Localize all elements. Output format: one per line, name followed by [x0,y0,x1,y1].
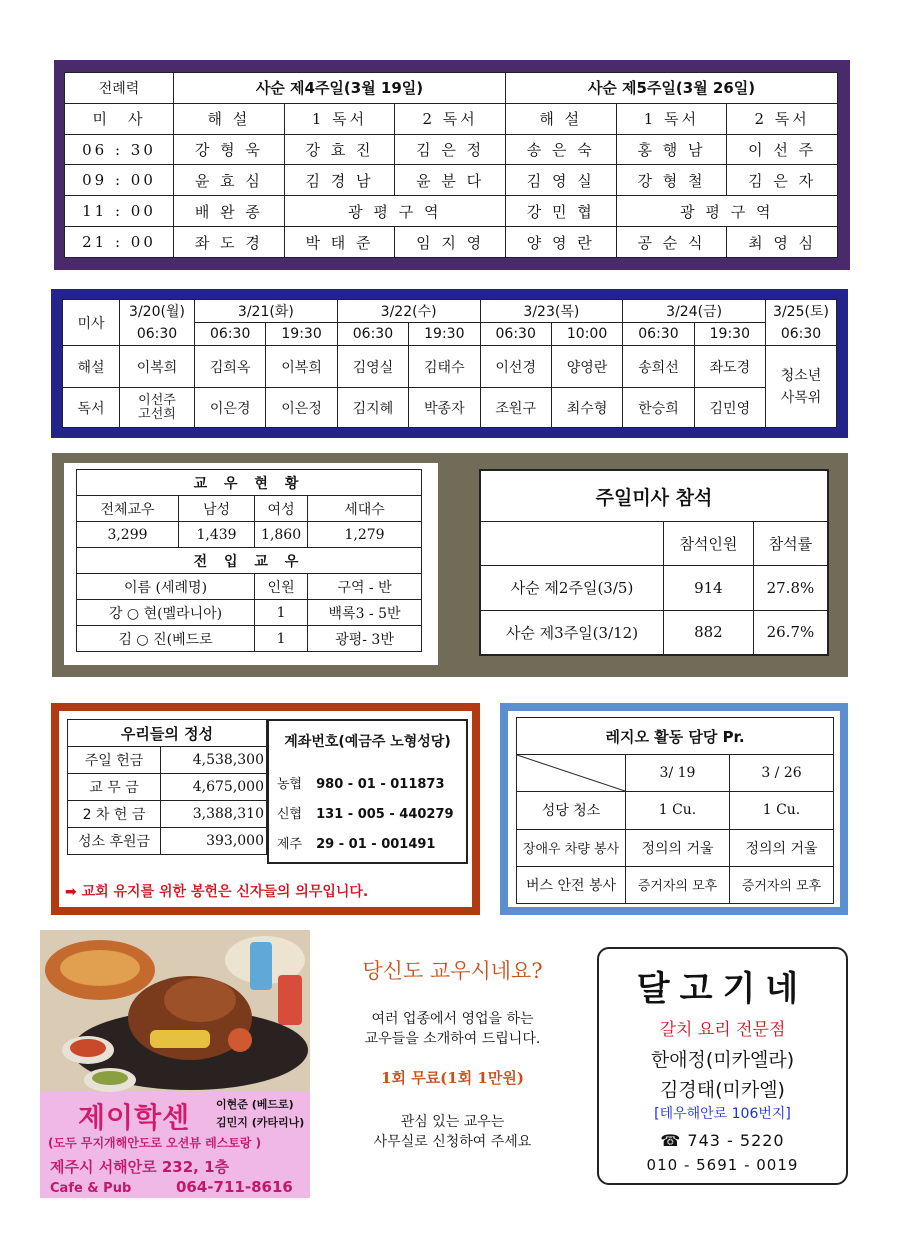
cell: 1,279 [308,522,422,548]
cell: 3,299 [77,522,179,548]
day-header: 3/25(토) [766,300,837,323]
col-header: 참석인원 [664,522,754,566]
cell: 사순 제3주일(3/12) [481,610,664,654]
table-row [481,610,828,654]
fish-restaurant-ad [597,947,848,1185]
cell: 1,439 [179,522,255,548]
cell: 좌 도 경 [174,227,285,258]
task-cell: 장애우 차량 봉사 [517,829,626,866]
cell: 3,388,310 [161,801,267,828]
cell: 박종자 [409,388,480,428]
cell: 증거자의 모후 [626,866,730,903]
task-cell: 버스 안전 봉사 [517,866,626,903]
cell: 윤 효 심 [174,165,285,196]
reading-label: 독서 [63,388,120,428]
account-number: 131 - 005 - 440279 [316,807,454,822]
cell: 강 형 철 [616,165,727,196]
table-row [68,747,267,774]
name: 이선주 [138,392,176,408]
diagonal-cell [517,755,626,792]
cell: 이선경 [480,346,551,388]
cell: 성소 후원금 [68,828,161,855]
cell: 김민영 [694,388,765,428]
table-row [77,626,422,652]
shop-mobile: 010 - 5691 - 0019 [646,1156,799,1174]
owner-name: 김민지 (카타리나) [216,1116,305,1129]
owner-name: 이현준 (베드로) [216,1098,294,1111]
food-photo [40,930,310,1092]
sunday-roster-section [54,60,850,270]
cell: 강 형 욱 [174,134,285,165]
role-reading2: 2 독서 [395,103,506,134]
cell: 393,000 [161,828,267,855]
table-row [65,134,838,165]
cell: 조원구 [480,388,551,428]
promo-line: 관심 있는 교우는 [400,1114,505,1130]
cell: 김희옥 [195,346,266,388]
cell: 1 Cu. [626,792,730,829]
col-header: 참석률 [753,522,827,566]
cell: 좌도경 [694,346,765,388]
col-header: 남성 [179,496,255,522]
cell: 교 무 금 [68,774,161,801]
table-row [65,227,838,258]
cell: 이은경 [195,388,266,428]
restaurant-type: Cafe & Pub [50,1181,132,1196]
mass-time: 21 : 00 [65,227,174,258]
cell: 강 ○ 현(멜라니아) [77,600,255,626]
cell: 송 은 숙 [505,134,616,165]
day-header: 3/22(수) [337,300,480,323]
cell: 1 [255,626,308,652]
cell: 사순 제2주일(3/5) [481,566,664,610]
cell: 홍 행 남 [616,134,727,165]
cell: 이복희 [266,346,337,388]
owner-name: 김경태(미카엘) [660,1079,785,1101]
offering-table [67,719,267,855]
sunday-roster-table [64,72,838,258]
new-members-title: 전 입 교 우 [77,548,422,574]
parishioner-table [76,469,422,652]
cell: 김 경 남 [284,165,395,196]
bank-name: 제주 [277,837,303,852]
table-row [77,600,422,626]
time-cell: 19:30 [694,323,765,346]
day-header: 3/21(화) [195,300,338,323]
cell: 박 태 준 [284,227,395,258]
mass-label: 미 사 [65,103,174,134]
liturgical-calendar-label: 전례력 [65,73,174,104]
cell: 광 평 구 역 [616,196,837,227]
col-header: 세대수 [308,496,422,522]
offering-panel [59,711,472,907]
cell: 송희선 [623,346,694,388]
table-row [65,196,838,227]
cell: 광평- 3반 [308,626,422,652]
parishioner-status-panel [64,463,438,665]
cell: 양 영 란 [505,227,616,258]
cell: 양영란 [551,346,622,388]
account-row [277,833,435,852]
cell: 윤 분 다 [395,165,506,196]
cell: 광 평 구 역 [284,196,505,227]
time-cell: 06:30 [337,323,408,346]
cell: 4,675,000 [161,774,267,801]
table-row [68,801,267,828]
restaurant-tagline: (도두 무지개해안도로 오션뷰 레스토랑 ) [48,1136,262,1150]
table-row [517,866,834,903]
shop-phone: ☎ 743 - 5220 [660,1131,785,1150]
promo-notice [320,955,585,1185]
restaurant-name: 제이학센 [78,1101,191,1134]
cell: 882 [664,610,754,654]
role-reading1: 1 독서 [284,103,395,134]
cell: 정의의 거울 [730,829,834,866]
promo-price: 1회 무료(1회 1만원) [381,1069,524,1087]
task-cell: 성당 청소 [517,792,626,829]
double-cell [120,388,195,428]
mass-label: 미사 [63,300,120,346]
attendance-table [480,470,828,655]
cell: 914 [664,566,754,610]
weekday-roster-table [62,299,837,428]
account-number: 29 - 01 - 001491 [316,837,436,852]
role-reading2: 2 독서 [727,103,838,134]
table-row [68,774,267,801]
attendance-title: 주일미사 참석 [481,471,828,522]
legio-panel [508,711,840,907]
cell: 2 차 헌 금 [68,801,161,828]
shop-specialty: 갈치 요리 전문점 [659,1020,786,1040]
attendance-panel [479,469,829,656]
promo-heading: 당신도 교우시네요? [362,959,543,983]
bank-name: 농협 [277,777,303,792]
week4-header: 사순 제4주일(3월 19일) [174,73,506,104]
shop-name: 달고기네 [636,969,809,1009]
cell: 김 은 자 [727,165,838,196]
table-row [517,792,834,829]
account-row [277,773,445,792]
cell: 김 은 정 [395,134,506,165]
cell: 1 [255,600,308,626]
date-header: 3 / 26 [730,755,834,792]
col-header: 구역 - 반 [308,574,422,600]
table-row [517,829,834,866]
cell: 김 영 실 [505,165,616,196]
table-row [481,566,828,610]
cell: 김영실 [337,346,408,388]
name: 고선희 [138,406,176,422]
cell: 이 선 주 [727,134,838,165]
time-cell: 19:30 [266,323,337,346]
cell: 정의의 거울 [626,829,730,866]
legio-table [516,717,834,904]
bank-account-box [267,719,468,864]
cell: 1 Cu. [730,792,834,829]
blank-header [481,522,664,566]
table-row [65,165,838,196]
owner-name: 한애정(미카엘라) [650,1049,795,1071]
cell: 김태수 [409,346,480,388]
cell: 최 영 심 [727,227,838,258]
cell: 최수형 [551,388,622,428]
table-row [68,828,267,855]
role-commentary: 해 설 [505,103,616,134]
cell: 증거자의 모후 [730,866,834,903]
restaurant-address: 제주시 서해안로 232, 1층 [50,1158,230,1176]
saturday-cell [766,346,837,428]
time-cell: 06:30 [766,323,837,346]
day-header: 3/23(목) [480,300,623,323]
time-cell: 06:30 [120,323,195,346]
promo-line: 교우들을 소개하여 드립니다. [364,1031,541,1047]
cell: 주일 헌금 [68,747,161,774]
mass-time: 09 : 00 [65,165,174,196]
cell: 김지혜 [337,388,408,428]
time-cell: 06:30 [480,323,551,346]
cell: 공 순 식 [616,227,727,258]
promo-line: 여러 업종에서 영업을 하는 [371,1011,534,1027]
role-reading1: 1 독서 [616,103,727,134]
offering-title: 우리들의 정성 [68,720,267,747]
cell: 배 완 종 [174,196,285,227]
cell: 임 지 영 [395,227,506,258]
cell: 1,860 [255,522,308,548]
saturday-line: 청소년 [780,367,822,384]
week5-header: 사순 제5주일(3월 26일) [505,73,837,104]
cell: 26.7% [753,610,827,654]
cell: 백록3 - 5반 [308,600,422,626]
day-header: 3/24(금) [623,300,766,323]
saturday-line: 사목위 [780,389,822,406]
cell: 이복희 [120,346,195,388]
weekday-roster-section [51,289,848,438]
day-header: 3/20(월) [120,300,195,323]
account-row [277,803,454,822]
legio-section [500,703,848,915]
offering-section [51,703,480,915]
stats-section [52,453,848,677]
parishioner-title: 교 우 현 황 [77,470,422,496]
col-header: 인원 [255,574,308,600]
time-cell: 06:30 [195,323,266,346]
mass-time: 11 : 00 [65,196,174,227]
shop-address: [테우해안로 106번지] [654,1106,791,1122]
cell: 강 효 진 [284,134,395,165]
mass-time: 06 : 30 [65,134,174,165]
cell: 한승희 [623,388,694,428]
account-title: 계좌번호(예금주 노형성당) [284,734,451,750]
diagonal-line [517,755,625,791]
role-commentary: 해 설 [174,103,285,134]
time-cell: 10:00 [551,323,622,346]
cell: 강 민 협 [505,196,616,227]
date-header: 3/ 19 [626,755,730,792]
restaurant-info [40,1092,310,1198]
offering-note: ➡ 교회 유지를 위한 봉헌은 신자들의 의무입니다. [65,884,369,900]
legio-title: 레지오 활동 담당 Pr. [517,718,834,755]
col-header: 이름 (세례명) [77,574,255,600]
col-header: 여성 [255,496,308,522]
account-number: 980 - 01 - 011873 [316,777,445,792]
bank-name: 신협 [277,807,303,822]
restaurant-ad [40,930,310,1198]
col-header: 전체교우 [77,496,179,522]
cell: 27.8% [753,566,827,610]
cell: 이은정 [266,388,337,428]
cell: 김 ○ 진(베드로 [77,626,255,652]
cell: 4,538,300 [161,747,267,774]
restaurant-phone: 064-711-8616 [176,1178,293,1196]
commentary-label: 해설 [63,346,120,388]
time-cell: 06:30 [623,323,694,346]
promo-line: 사무실로 신청하여 주세요 [373,1134,532,1150]
time-cell: 19:30 [409,323,480,346]
